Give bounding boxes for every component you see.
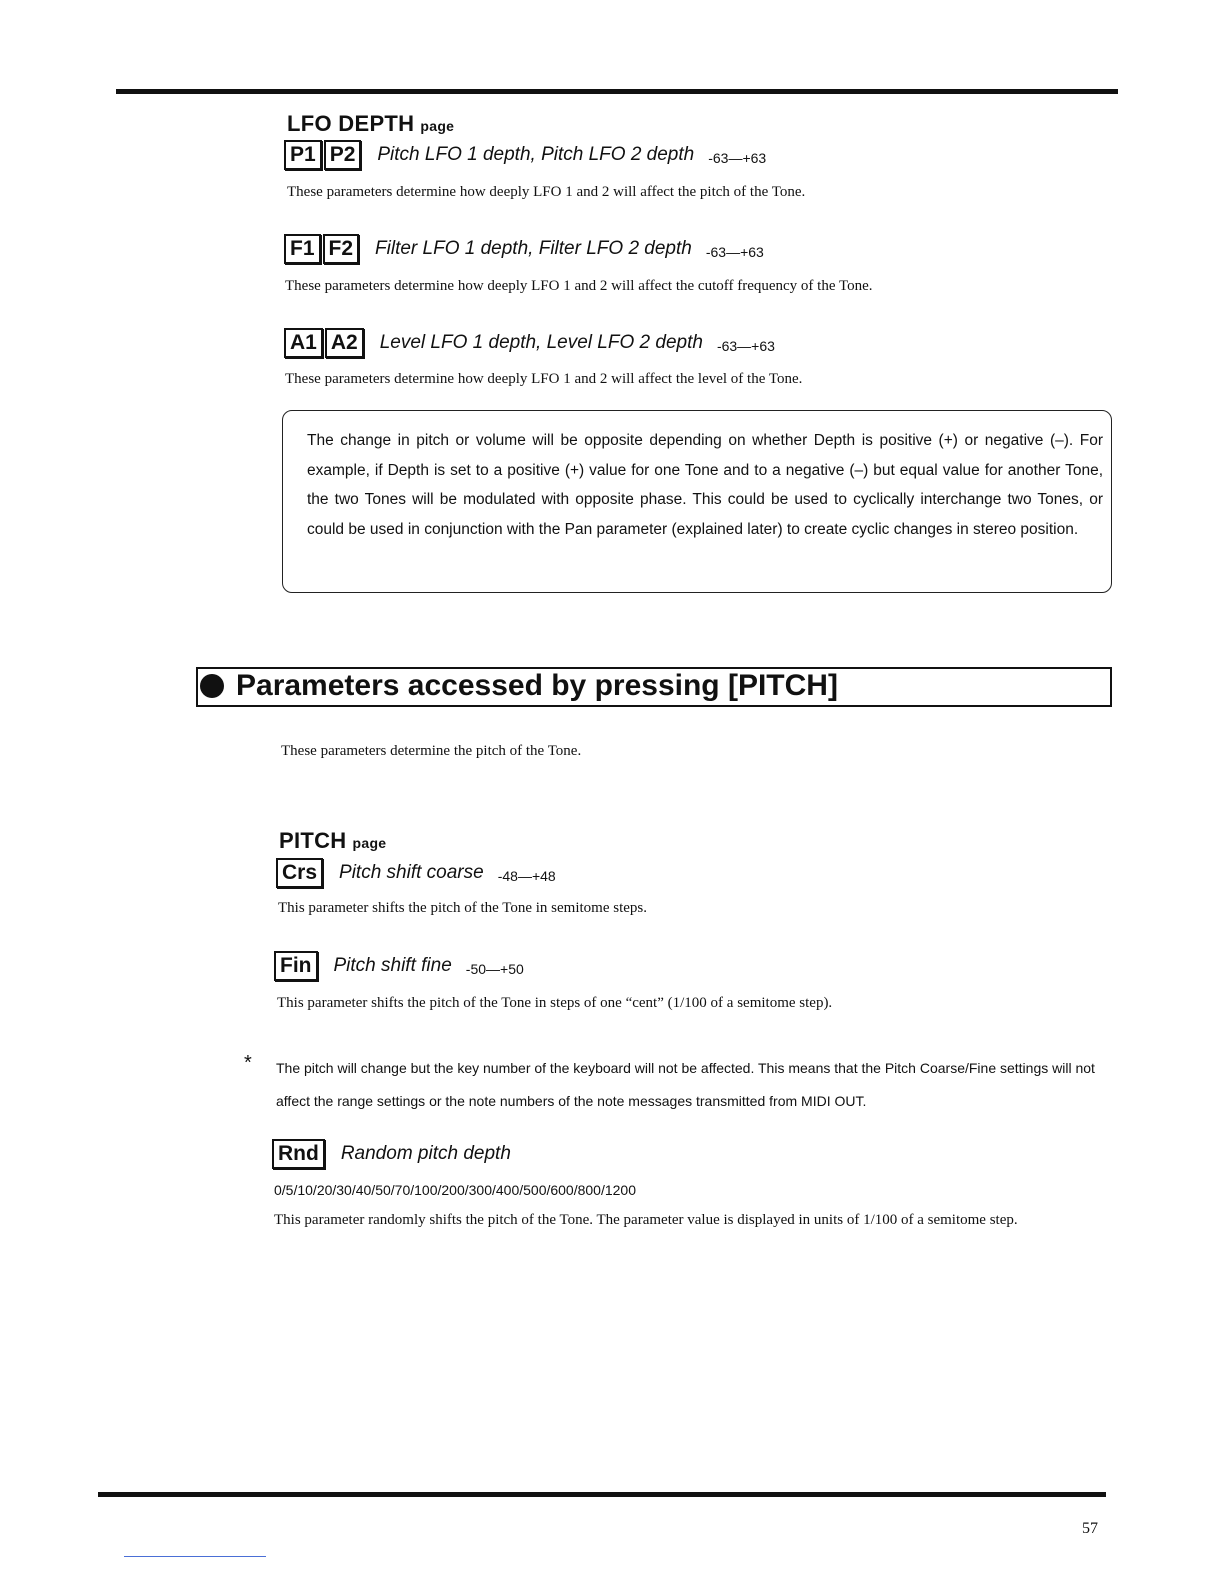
- pitch-title: PITCH: [279, 828, 347, 853]
- param-name: Pitch shift fine: [333, 955, 452, 976]
- param-description: These parameters determine how deeply LFO 1 and 2 will affect the pitch of the Tone.: [287, 184, 806, 200]
- bottom-rule: [98, 1492, 1106, 1497]
- param-name: Random pitch depth: [340, 1143, 511, 1164]
- key-crs: Crs: [276, 858, 323, 888]
- lfo-depth-title-suffix: page: [420, 118, 455, 134]
- param-name: Filter LFO 1 depth, Filter LFO 2 depth: [375, 238, 692, 259]
- param-name: Pitch LFO 1 depth, Pitch LFO 2 depth: [377, 144, 695, 165]
- param-name: Pitch shift coarse: [339, 862, 484, 883]
- note-text: The change in pitch or volume will be opposite depending on whether Depth is positive (+) or negative (–). For example, if Depth is set to a positive (+) value for one Tone and to a negative (–) but equal value for another Tone, the two Tones will be modulated with opposite phase. This could be used to cyclically interchange two Tones, or could be used in conjunction with the Pan parameter (explained later) to create cyclic changes in stereo position.: [307, 432, 1103, 538]
- param-pitch-lfo-depth: [284, 140, 766, 170]
- param-pitch-coarse: [276, 858, 556, 888]
- param-level-lfo-depth: [284, 328, 775, 358]
- param-range: -63—+63: [716, 338, 775, 354]
- param-filter-lfo-depth: [284, 234, 764, 264]
- param-range: -63—+63: [708, 150, 767, 166]
- bullet-icon: [200, 674, 224, 698]
- param-pitch-fine: [274, 951, 524, 981]
- param-description: This parameter shifts the pitch of the Tone in steps of one “cent” (1/100 of a semitome step).: [277, 995, 833, 1011]
- param-values: 0/5/10/20/30/40/50/70/100/200/300/400/500/600/800/1200: [274, 1182, 637, 1198]
- param-range: -48—+48: [497, 868, 556, 884]
- section-header: [200, 669, 838, 703]
- param-range: -63—+63: [705, 244, 764, 260]
- key-fin: Fin: [274, 951, 318, 981]
- param-description: These parameters determine how deeply LFO 1 and 2 will affect the level of the Tone.: [285, 371, 803, 387]
- param-description: These parameters determine how deeply LFO 1 and 2 will affect the cutoff frequency of the Tone.: [285, 278, 873, 294]
- key-p2: P2: [324, 140, 362, 170]
- lfo-depth-title: LFO DEPTH: [287, 111, 415, 136]
- key-f1: F1: [284, 234, 321, 264]
- key-a1: A1: [284, 328, 323, 358]
- key-f2: F2: [323, 234, 360, 264]
- key-rnd: Rnd: [272, 1139, 325, 1169]
- footnote-text: The pitch will change but the key number of the keyboard will not be affected. This means that the Pitch Coarse/Fine settings will not affect the range settings or the note numbers of the note messages transmitted from MIDI OUT.: [276, 1060, 1095, 1109]
- param-random-pitch: [272, 1139, 511, 1169]
- param-range: -50—+50: [465, 961, 524, 977]
- param-name: Level LFO 1 depth, Level LFO 2 depth: [379, 332, 703, 353]
- lfo-depth-page-title: [287, 111, 454, 137]
- param-description: This parameter randomly shifts the pitch of the Tone. The parameter value is displayed in units of 1/100 of a semitome step.: [274, 1212, 1018, 1228]
- section-intro: These parameters determine the pitch of the Tone.: [281, 743, 582, 759]
- top-rule: [116, 89, 1118, 94]
- section-title: Parameters accessed by pressing [PITCH]: [236, 669, 838, 702]
- pitch-title-suffix: page: [352, 835, 387, 851]
- asterisk-icon: *: [244, 1052, 252, 1074]
- key-a2: A2: [325, 328, 364, 358]
- key-p1: P1: [284, 140, 322, 170]
- page-number: 57: [1082, 1520, 1098, 1537]
- param-description: This parameter shifts the pitch of the Tone in semitome steps.: [278, 900, 648, 916]
- pitch-page-title: [279, 828, 386, 854]
- divider: [124, 1556, 266, 1557]
